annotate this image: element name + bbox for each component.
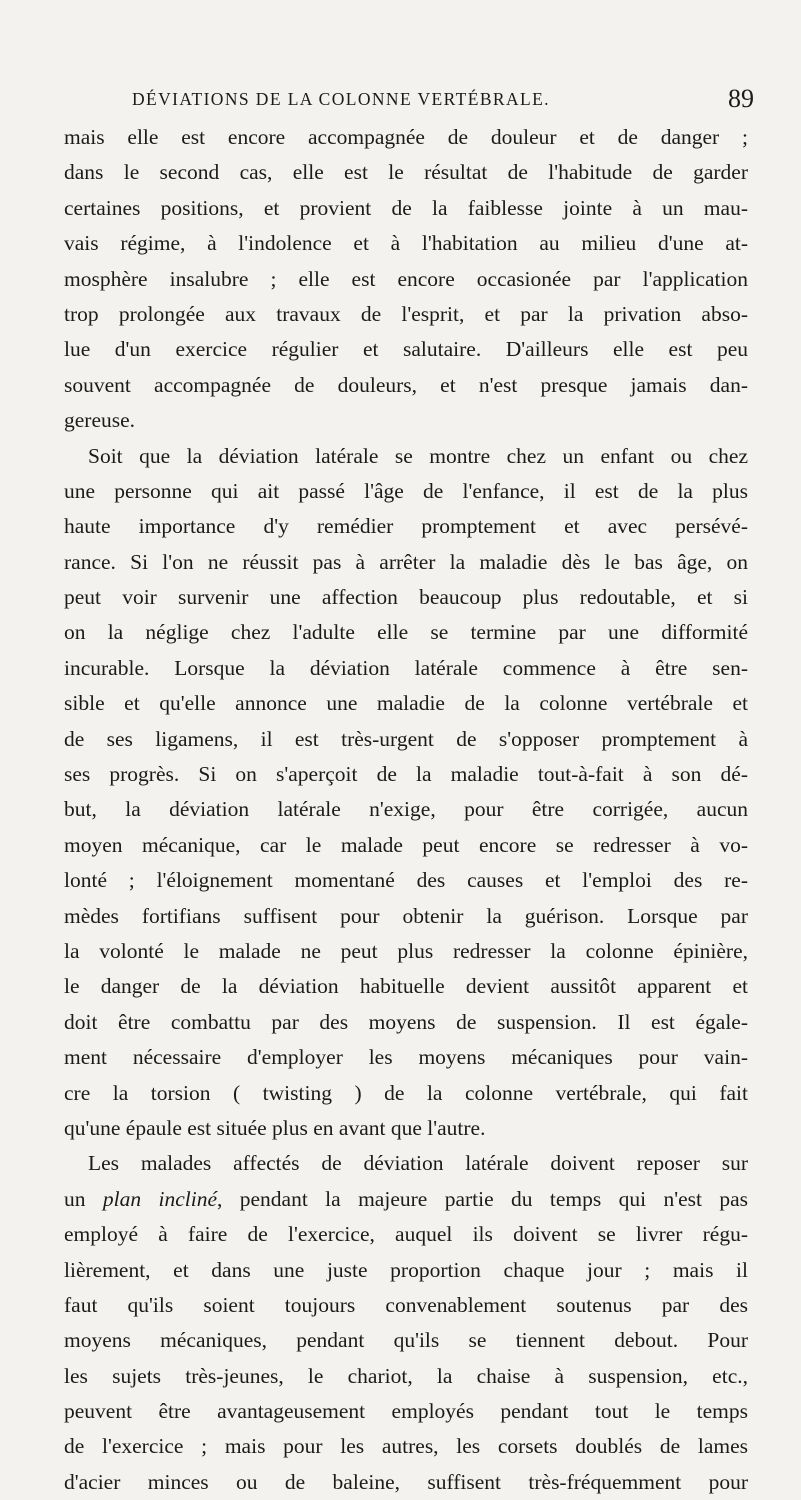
text-line: on la néglige chez l'adulte elle se termine par une difformité [64,620,748,645]
text-line: cre la torsion ( twisting ) de la colonne vertébrale, qui fait [64,1080,748,1105]
text-line: certaines positions, et provient de la faiblesse jointe à un mau- [64,195,748,220]
text-line: ses progrès. Si on s'aperçoit de la maladie tout-à-fait à son dé- [64,762,748,787]
text-line-with-italic [64,1182,748,1217]
line-segment: un [64,1186,103,1211]
text-line: souvent accompagnée de douleurs, et n'est presque jamais dan- [64,372,748,397]
text-line: mèdes fortifians suffisent pour obtenir la guérison. Lorsque par [64,903,748,928]
line-segment: Les malades affectés de déviation latérale doivent reposer sur [88,1151,748,1176]
text-line: dans le second cas, elle est le résultat de l'habitude de garder [64,160,748,185]
text-line: de ses ligamens, il est très-urgent de s'opposer promptement à [64,726,748,751]
paragraph-start-line: Soit que la déviation latérale se montre chez un enfant ou chez [88,443,748,468]
text-line: incurable. Lorsque la déviation latérale commence à être sen- [64,655,748,680]
text-line: lièrement, et dans une juste proportion chaque jour ; mais il [64,1257,748,1282]
page-number: 89 [728,84,754,113]
text-line: qu'une épaule est située plus en avant que l'autre. [64,1115,486,1140]
text-line: vais régime, à l'indolence et à l'habitation au milieu d'une at- [64,231,748,256]
text-line: une personne qui ait passé l'âge de l'enfance, il est de la plus [64,478,748,503]
text-line: lue d'un exercice régulier et salutaire. D'ailleurs elle est peu [64,337,748,362]
text-line: peuvent être avantageusement employés pendant tout le temps [64,1399,748,1424]
page-header [66,84,766,115]
text-line: rance. Si l'on ne réussit pas à arrêter la maladie dès le bas âge, on [64,549,748,574]
text-line: la volonté le malade ne peut plus redresser la colonne épinière, [64,938,748,963]
text-line: le danger de la déviation habituelle devient aussitôt apparent et [64,974,748,999]
text-line: gereuse. [64,408,136,433]
text-line: moyen mécanique, car le malade peut encore se redresser à vo- [64,832,748,857]
text-line: doit être combattu par des moyens de suspension. Il est égale- [64,1009,748,1034]
text-line: moyens mécaniques, pendant qu'ils se tiennent debout. Pour [64,1328,748,1353]
text-line: ment nécessaire d'employer les moyens mécaniques pour vain- [64,1045,748,1070]
text-line: de l'exercice ; mais pour les autres, les corsets doublés de lames [64,1434,748,1459]
text-line: employé à faire de l'exercice, auquel ils doivent se livrer régu- [64,1222,748,1247]
text-line: d'acier minces ou de baleine, suffisent très-fréquemment pour [64,1469,748,1494]
text-line: les sujets très-jeunes, le chariot, la chaise à suspension, etc., [64,1363,748,1388]
text-line: haute importance d'y remédier promptement et avec persévé- [64,514,748,539]
text-line: mais elle est encore accompagnée de douleur et de danger ; [64,125,748,149]
paragraph-start-line [64,1146,748,1181]
text-line: sible et qu'elle annonce une maladie de la colonne vertébrale et [64,691,748,716]
text-line: faut qu'ils soient toujours convenablement soutenus par des [64,1292,748,1317]
body-text [64,120,748,1500]
text-line: but, la déviation latérale n'exige, pour être corrigée, aucun [64,797,748,822]
text-line: trop prolongée aux travaux de l'esprit, et par la privation abso- [64,301,748,326]
line-segment: , pendant la majeure partie du temps qui n'est pas [217,1186,749,1211]
text-line: mosphère insalubre ; elle est encore occasionée par l'application [64,266,748,291]
text-line: lonté ; l'éloignement momentané des causes et l'emploi des re- [64,868,748,893]
text-line: peut voir survenir une affection beaucoup plus redoutable, et si [64,585,748,610]
running-title: DÉVIATIONS DE LA COLONNE VERTÉBRALE. [132,89,550,109]
italic-term: plan incliné [102,1186,217,1211]
